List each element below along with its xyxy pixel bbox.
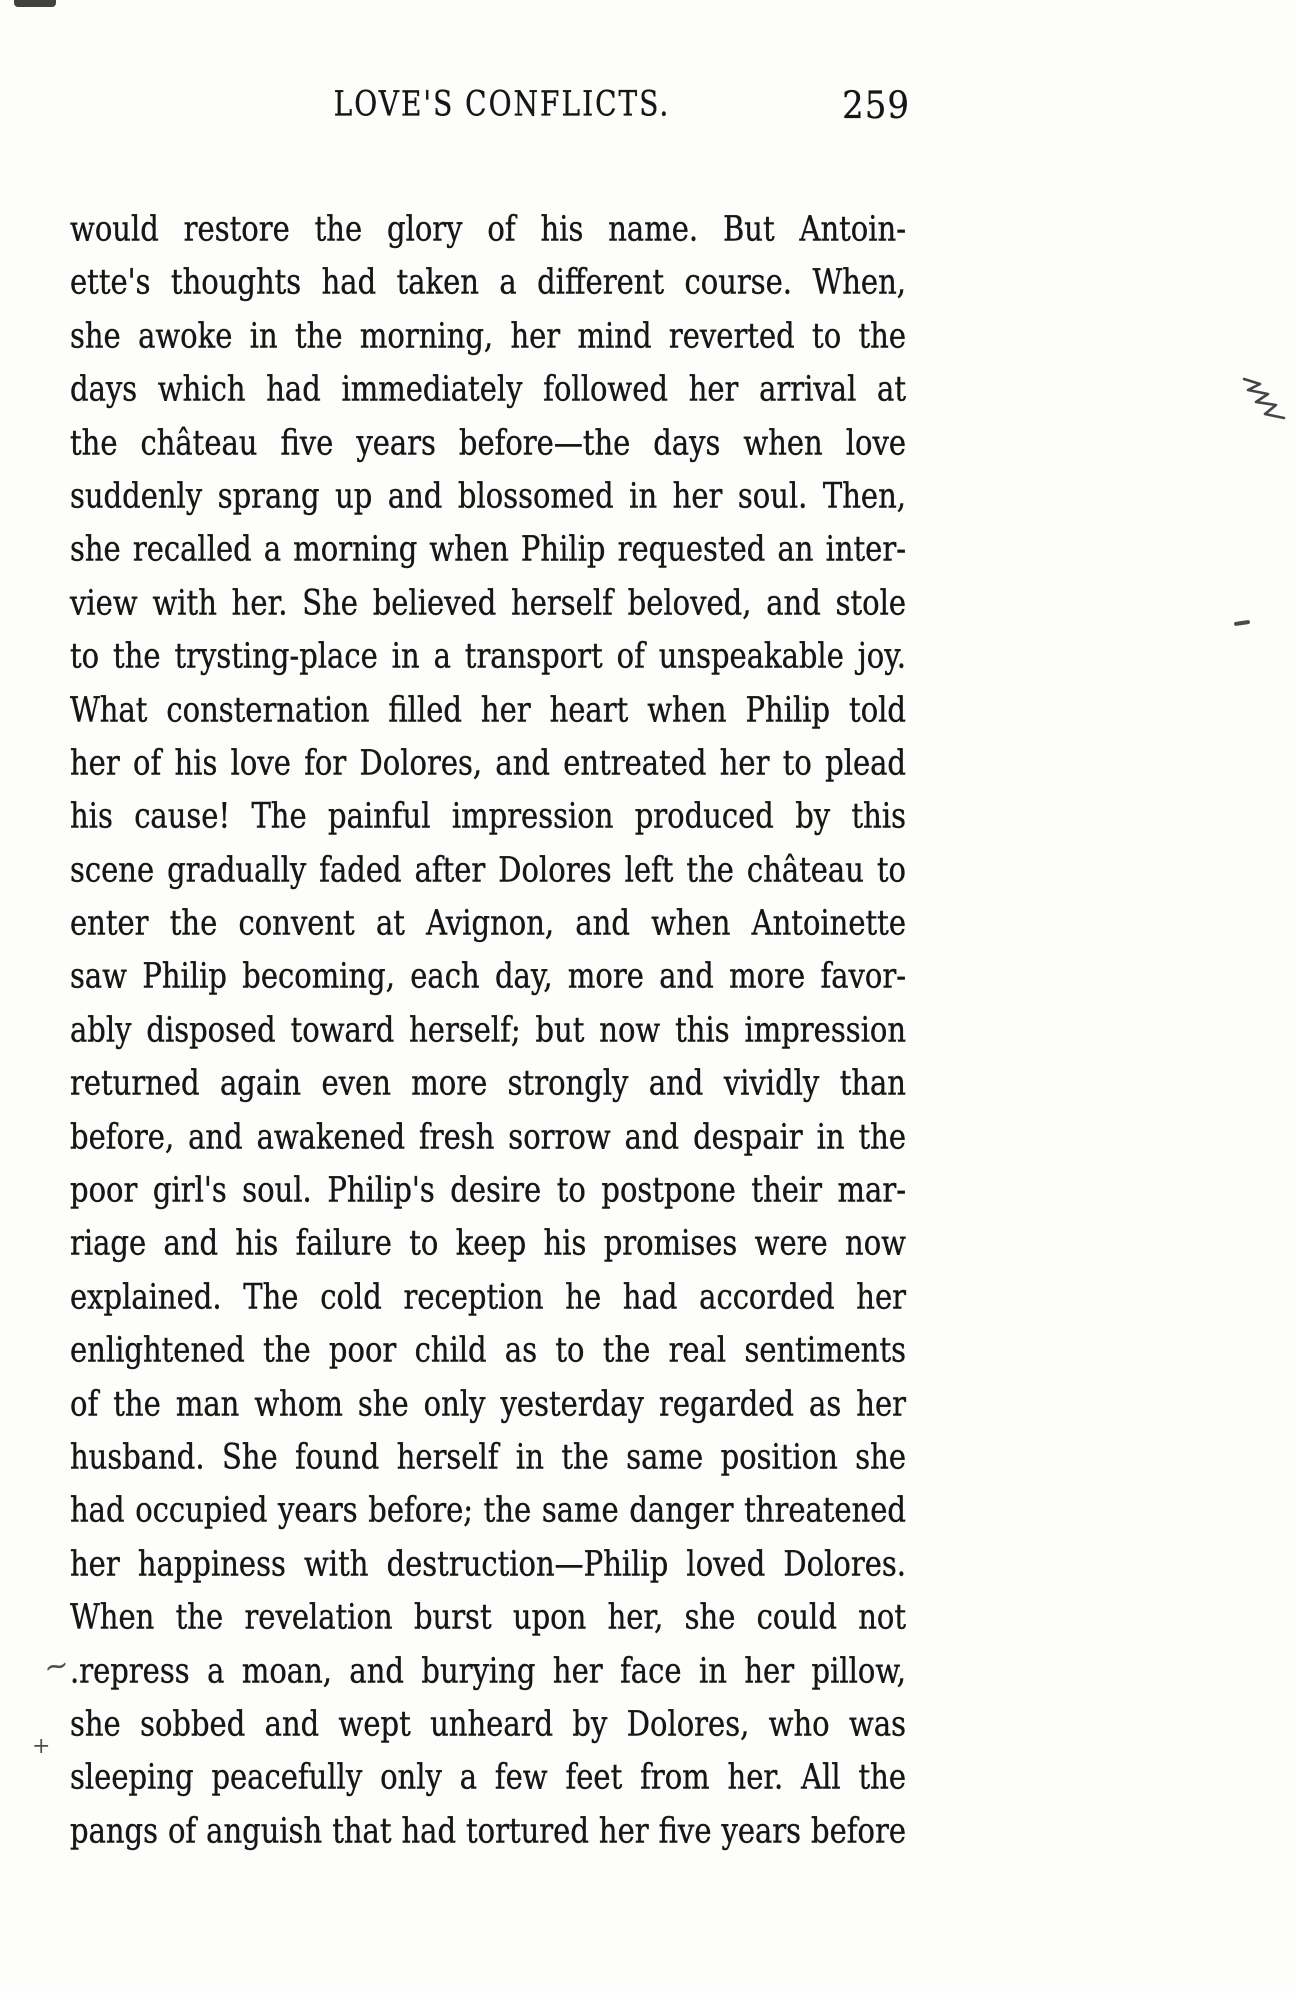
- page-number: 259: [842, 84, 910, 128]
- text-line: explained. The cold reception he had accorded her: [70, 1276, 906, 1317]
- ink-scribble-icon: [1238, 376, 1292, 430]
- text-line: sleeping peacefully only a few feet from her. All the: [70, 1757, 906, 1798]
- text-line: before, and awakened fresh sorrow and despair in the: [70, 1116, 906, 1157]
- ink-dash-icon: [1234, 620, 1250, 626]
- text-line: had occupied years before; the same danger threatened: [70, 1490, 906, 1531]
- running-head: [70, 83, 906, 124]
- text-line: husband. She found herself in the same position she: [70, 1436, 906, 1477]
- text-line: view with her. She believed herself beloved, and stole: [70, 582, 906, 623]
- edge-smudge-icon: [14, 0, 56, 7]
- text-line: When the revelation burst upon her, she could not: [70, 1596, 906, 1638]
- text-line: What consternation filled her heart when Philip told: [70, 689, 906, 730]
- text-line: enter the convent at Avignon, and when Antoinette: [70, 902, 906, 944]
- text-line: her of his love for Dolores, and entreated her to plead: [70, 742, 906, 783]
- text-line: her happiness with destruction—Philip loved Dolores.: [70, 1543, 906, 1584]
- ink-plus-icon: +: [32, 1734, 51, 1759]
- text-line: enlightened the poor child as to the real sentiments: [70, 1330, 906, 1371]
- text-line: suddenly sprang up and blossomed in her soul. Then,: [70, 475, 906, 516]
- text-line: saw Philip becoming, each day, more and more favor-: [70, 956, 906, 997]
- text-line: .repress a moan, and burying her face in her pillow,: [70, 1650, 906, 1691]
- text-line: returned again even more strongly and vividly than: [70, 1063, 906, 1104]
- ink-tilde-icon: ~: [40, 1646, 73, 1687]
- text-line: she awoke in the morning, her mind reverted to the: [70, 315, 906, 356]
- text-line: to the trysting-place in a transport of unspeakable joy.: [70, 635, 906, 677]
- text-line: poor girl's soul. Philip's desire to postpone their mar-: [70, 1169, 906, 1210]
- page-title: LOVE'S CONFLICTS.: [333, 83, 671, 124]
- text-line: ette's thoughts had taken a different course. When,: [70, 262, 906, 303]
- text-line: riage and his failure to keep his promises were now: [70, 1223, 906, 1264]
- text-line: the château five years before—the days when love: [70, 422, 906, 463]
- text-line: would restore the glory of his name. But Antoin-: [70, 208, 906, 249]
- text-line: days which had immediately followed her arrival at: [70, 368, 906, 410]
- text-line: pangs of anguish that had tortured her five years before: [70, 1810, 906, 1851]
- text-line: of the man whom she only yesterday regarded as her: [70, 1383, 906, 1424]
- text-line: scene gradually faded after Dolores left the château to: [70, 849, 906, 890]
- text-line: she recalled a morning when Philip requested an inter-: [70, 529, 906, 570]
- body-text: [70, 203, 906, 1858]
- text-line: his cause! The painful impression produced by this: [70, 796, 906, 837]
- text-line: ably disposed toward herself; but now this impression: [70, 1009, 906, 1050]
- text-line: she sobbed and wept unheard by Dolores, who was: [70, 1703, 906, 1744]
